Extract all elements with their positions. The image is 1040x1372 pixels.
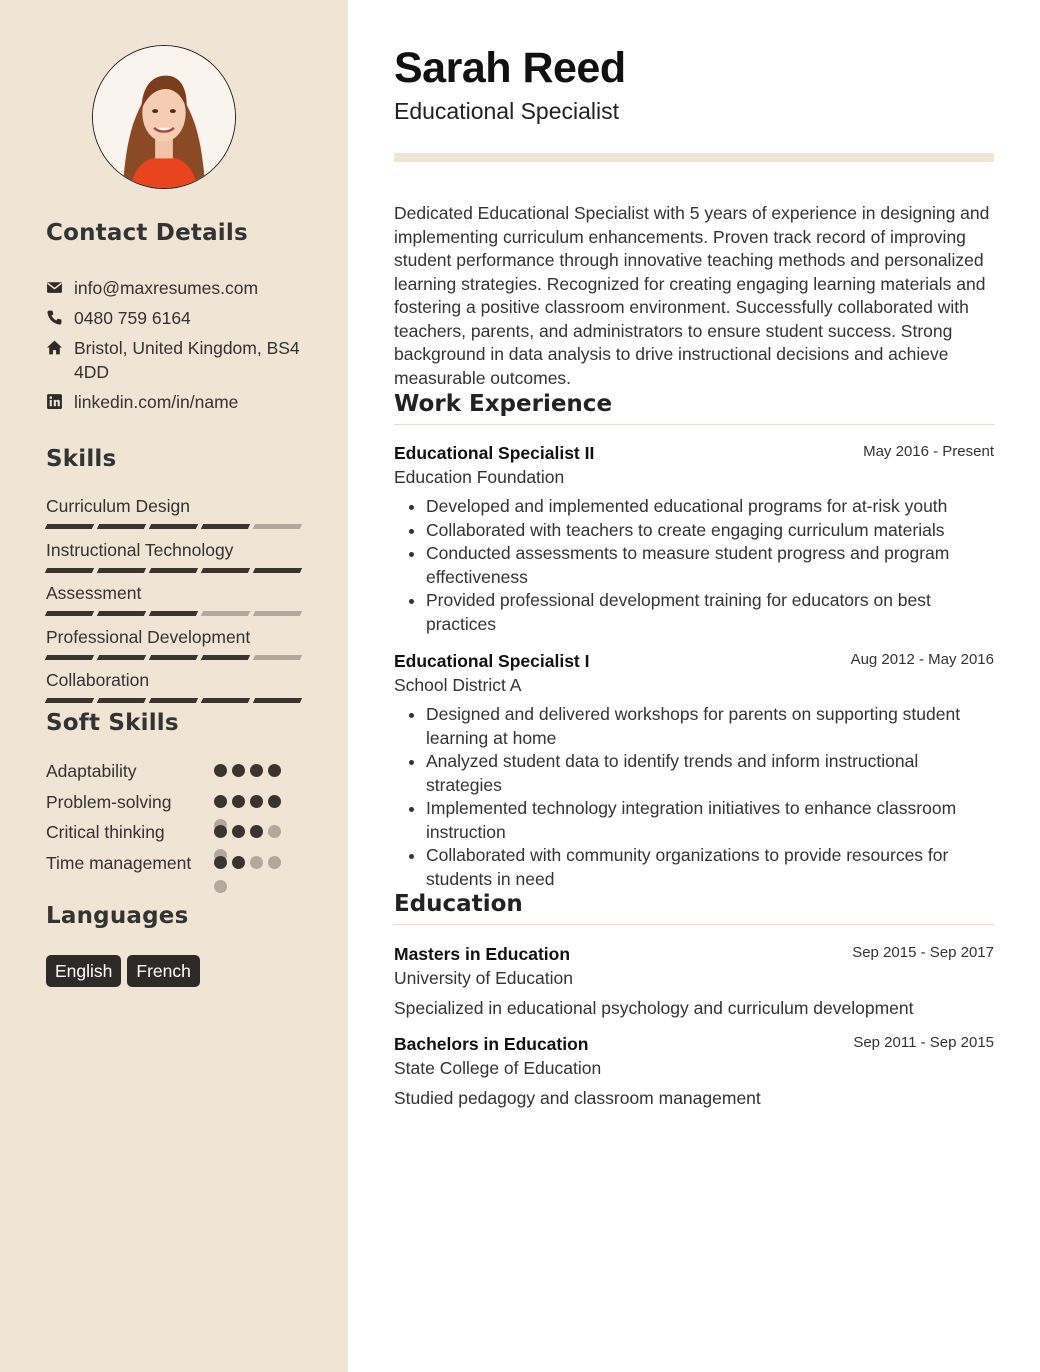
contact-heading: Contact Details bbox=[46, 220, 248, 246]
degree-title: Masters in Education bbox=[394, 944, 571, 964]
contact-list bbox=[46, 276, 306, 420]
skill-bar-filled bbox=[97, 524, 146, 529]
skill-bar-filled bbox=[45, 524, 94, 529]
job-bullet: • Implemented technology integration initiatives to enhance classroom instruction bbox=[426, 797, 994, 844]
skill-level-bars bbox=[46, 611, 302, 616]
soft-skill-level-dots bbox=[214, 795, 281, 808]
skill-bar-filled bbox=[45, 611, 94, 616]
job-bullet: • Collaborated with teachers to create engaging curriculum materials bbox=[426, 519, 994, 543]
skill-item bbox=[46, 494, 302, 538]
dot-filled bbox=[232, 856, 245, 869]
job-org: Education Foundation bbox=[394, 467, 565, 487]
candidate-title: Educational Specialist bbox=[394, 98, 620, 124]
soft-skills-heading: Soft Skills bbox=[46, 710, 179, 736]
skill-bar-filled bbox=[45, 568, 94, 573]
degree-school: State College of Education bbox=[394, 1058, 602, 1078]
skill-level-bars bbox=[46, 698, 302, 703]
degree-school: University of Education bbox=[394, 968, 573, 988]
job-entry bbox=[394, 441, 994, 636]
dot-empty bbox=[250, 856, 263, 869]
skill-bar-filled bbox=[201, 655, 250, 660]
skill-name: Assessment bbox=[46, 583, 142, 603]
job-dates: May 2016 - Present bbox=[863, 443, 994, 460]
education-entry bbox=[394, 1032, 994, 1110]
home-icon bbox=[46, 336, 74, 358]
skill-bar-filled bbox=[45, 698, 94, 703]
skill-bar-filled bbox=[253, 698, 302, 703]
soft-skill-level-dots bbox=[214, 856, 281, 869]
education-heading: Education bbox=[394, 891, 994, 925]
job-org: School District A bbox=[394, 675, 522, 695]
skill-name: Instructional Technology bbox=[46, 539, 234, 560]
job-entry bbox=[394, 649, 994, 891]
dot-overflow bbox=[214, 880, 227, 893]
contact-email-text[interactable]: info@maxresumes.com bbox=[74, 278, 259, 298]
dot-filled bbox=[232, 764, 245, 777]
job-bullets bbox=[394, 703, 994, 891]
skill-bar-filled bbox=[201, 698, 250, 703]
candidate-name: Sarah Reed bbox=[394, 44, 626, 92]
skill-bar-filled bbox=[149, 698, 198, 703]
soft-skill-item bbox=[46, 759, 302, 790]
contact-linkedin bbox=[46, 390, 306, 414]
degree-title: Bachelors in Education bbox=[394, 1034, 589, 1054]
education-entry bbox=[394, 942, 994, 1020]
job-bullets bbox=[394, 495, 994, 636]
degree-description: Studied pedagogy and classroom management bbox=[394, 1088, 761, 1108]
skill-bar-filled bbox=[253, 568, 302, 573]
soft-skill-level-dots bbox=[214, 825, 281, 838]
languages-list bbox=[46, 955, 200, 987]
sidebar bbox=[0, 0, 348, 1372]
contact-linkedin-text[interactable]: linkedin.com/in/name bbox=[74, 392, 239, 412]
soft-skills-list bbox=[46, 759, 302, 905]
skill-bar-empty bbox=[253, 655, 302, 660]
dot-empty bbox=[268, 856, 281, 869]
skill-bar-filled bbox=[149, 568, 198, 573]
soft-skill-item bbox=[46, 790, 302, 821]
dot-filled bbox=[214, 825, 227, 838]
skill-bar-filled bbox=[149, 655, 198, 660]
language-badge: French bbox=[127, 955, 199, 987]
dot-filled bbox=[214, 764, 227, 777]
contact-phone bbox=[46, 306, 306, 330]
job-bullet: • Collaborated with community organizations to provide resources for students in need bbox=[426, 844, 994, 891]
dot-empty bbox=[268, 825, 281, 838]
job-dates: Aug 2012 - May 2016 bbox=[850, 651, 994, 668]
work-heading: Work Experience bbox=[394, 391, 994, 425]
skill-bar-filled bbox=[149, 611, 198, 616]
linkedin-icon bbox=[46, 390, 74, 412]
dot-filled bbox=[250, 795, 263, 808]
skill-bar-empty bbox=[253, 611, 302, 616]
skill-item bbox=[46, 668, 302, 712]
job-bullet: • Designed and delivered workshops for parents on supporting student learning at home bbox=[426, 703, 994, 750]
skill-item bbox=[46, 625, 302, 669]
dot-filled bbox=[268, 764, 281, 777]
job-bullet: • Developed and implemented educational programs for at-risk youth bbox=[426, 495, 994, 519]
dot-filled bbox=[268, 795, 281, 808]
dot-filled bbox=[250, 825, 263, 838]
dot-filled bbox=[214, 795, 227, 808]
envelope-icon bbox=[46, 276, 74, 298]
job-title: Educational Specialist II bbox=[394, 443, 595, 463]
skill-bar-filled bbox=[201, 524, 250, 529]
skill-item bbox=[46, 581, 302, 625]
skill-bar-filled bbox=[97, 568, 146, 573]
contact-address-text: Bristol, United Kingdom, BS4 4DD bbox=[74, 338, 300, 382]
contact-address bbox=[46, 336, 306, 384]
header-divider bbox=[394, 153, 994, 162]
skill-name: Curriculum Design bbox=[46, 496, 190, 516]
skill-bar-empty bbox=[201, 611, 250, 616]
languages-heading: Languages bbox=[46, 903, 189, 929]
skill-bar-filled bbox=[201, 568, 250, 573]
dot-filled bbox=[250, 764, 263, 777]
degree-dates: Sep 2015 - Sep 2017 bbox=[852, 944, 994, 961]
profile-photo bbox=[92, 45, 236, 189]
soft-skill-name: Time management bbox=[46, 852, 192, 873]
skills-list bbox=[46, 494, 302, 712]
soft-skill-name: Problem-solving bbox=[46, 791, 172, 812]
phone-icon bbox=[46, 306, 74, 328]
skill-name: Collaboration bbox=[46, 670, 150, 690]
soft-skill-level-dots bbox=[214, 764, 281, 777]
skill-level-bars bbox=[46, 655, 302, 660]
degree-dates: Sep 2011 - Sep 2015 bbox=[853, 1034, 994, 1051]
dot-filled bbox=[232, 825, 245, 838]
language-badge: English bbox=[46, 955, 121, 987]
soft-skill-name: Adaptability bbox=[46, 761, 137, 781]
skill-bar-empty bbox=[253, 524, 302, 529]
dot-filled bbox=[214, 856, 227, 869]
soft-skill-name: Critical thinking bbox=[46, 822, 165, 842]
skill-name: Professional Development bbox=[46, 626, 251, 647]
skill-bar-filled bbox=[97, 698, 146, 703]
soft-skill-item bbox=[46, 820, 302, 851]
skill-level-bars bbox=[46, 568, 302, 573]
skill-bar-filled bbox=[45, 655, 94, 660]
contact-email bbox=[46, 276, 306, 300]
job-title: Educational Specialist I bbox=[394, 651, 590, 671]
job-bullet: • Provided professional development training for educators on best practices bbox=[426, 589, 994, 636]
skills-heading: Skills bbox=[46, 446, 117, 472]
skill-item bbox=[46, 538, 302, 582]
degree-description: Specialized in educational psychology and curriculum development bbox=[394, 998, 914, 1018]
profile-photo-image bbox=[93, 46, 235, 188]
skill-bar-filled bbox=[97, 611, 146, 616]
soft-skill-item bbox=[46, 851, 302, 905]
skill-bar-filled bbox=[97, 655, 146, 660]
job-bullet: • Analyzed student data to identify trends and inform instructional strategies bbox=[426, 750, 994, 797]
skill-bar-filled bbox=[149, 524, 198, 529]
skill-level-bars bbox=[46, 524, 302, 529]
dot-filled bbox=[232, 795, 245, 808]
contact-phone-text[interactable]: 0480 759 6164 bbox=[74, 308, 191, 328]
summary-text: Dedicated Educational Specialist with 5 years of experience in designing and implementing curriculum enhancements. Proven track record of improving student performance through innovative teaching methods and personalized learning strategies. Recognized for creating engaging learning materials and fostering a positive classroom environment. Successfully collaborated with teachers, parents, and administrators to ensure student success. Strong background in data analysis to drive instructional decisions and achieve measurable outcomes. bbox=[394, 203, 990, 388]
job-bullet: • Conducted assessments to measure student progress and program effectiveness bbox=[426, 542, 994, 589]
